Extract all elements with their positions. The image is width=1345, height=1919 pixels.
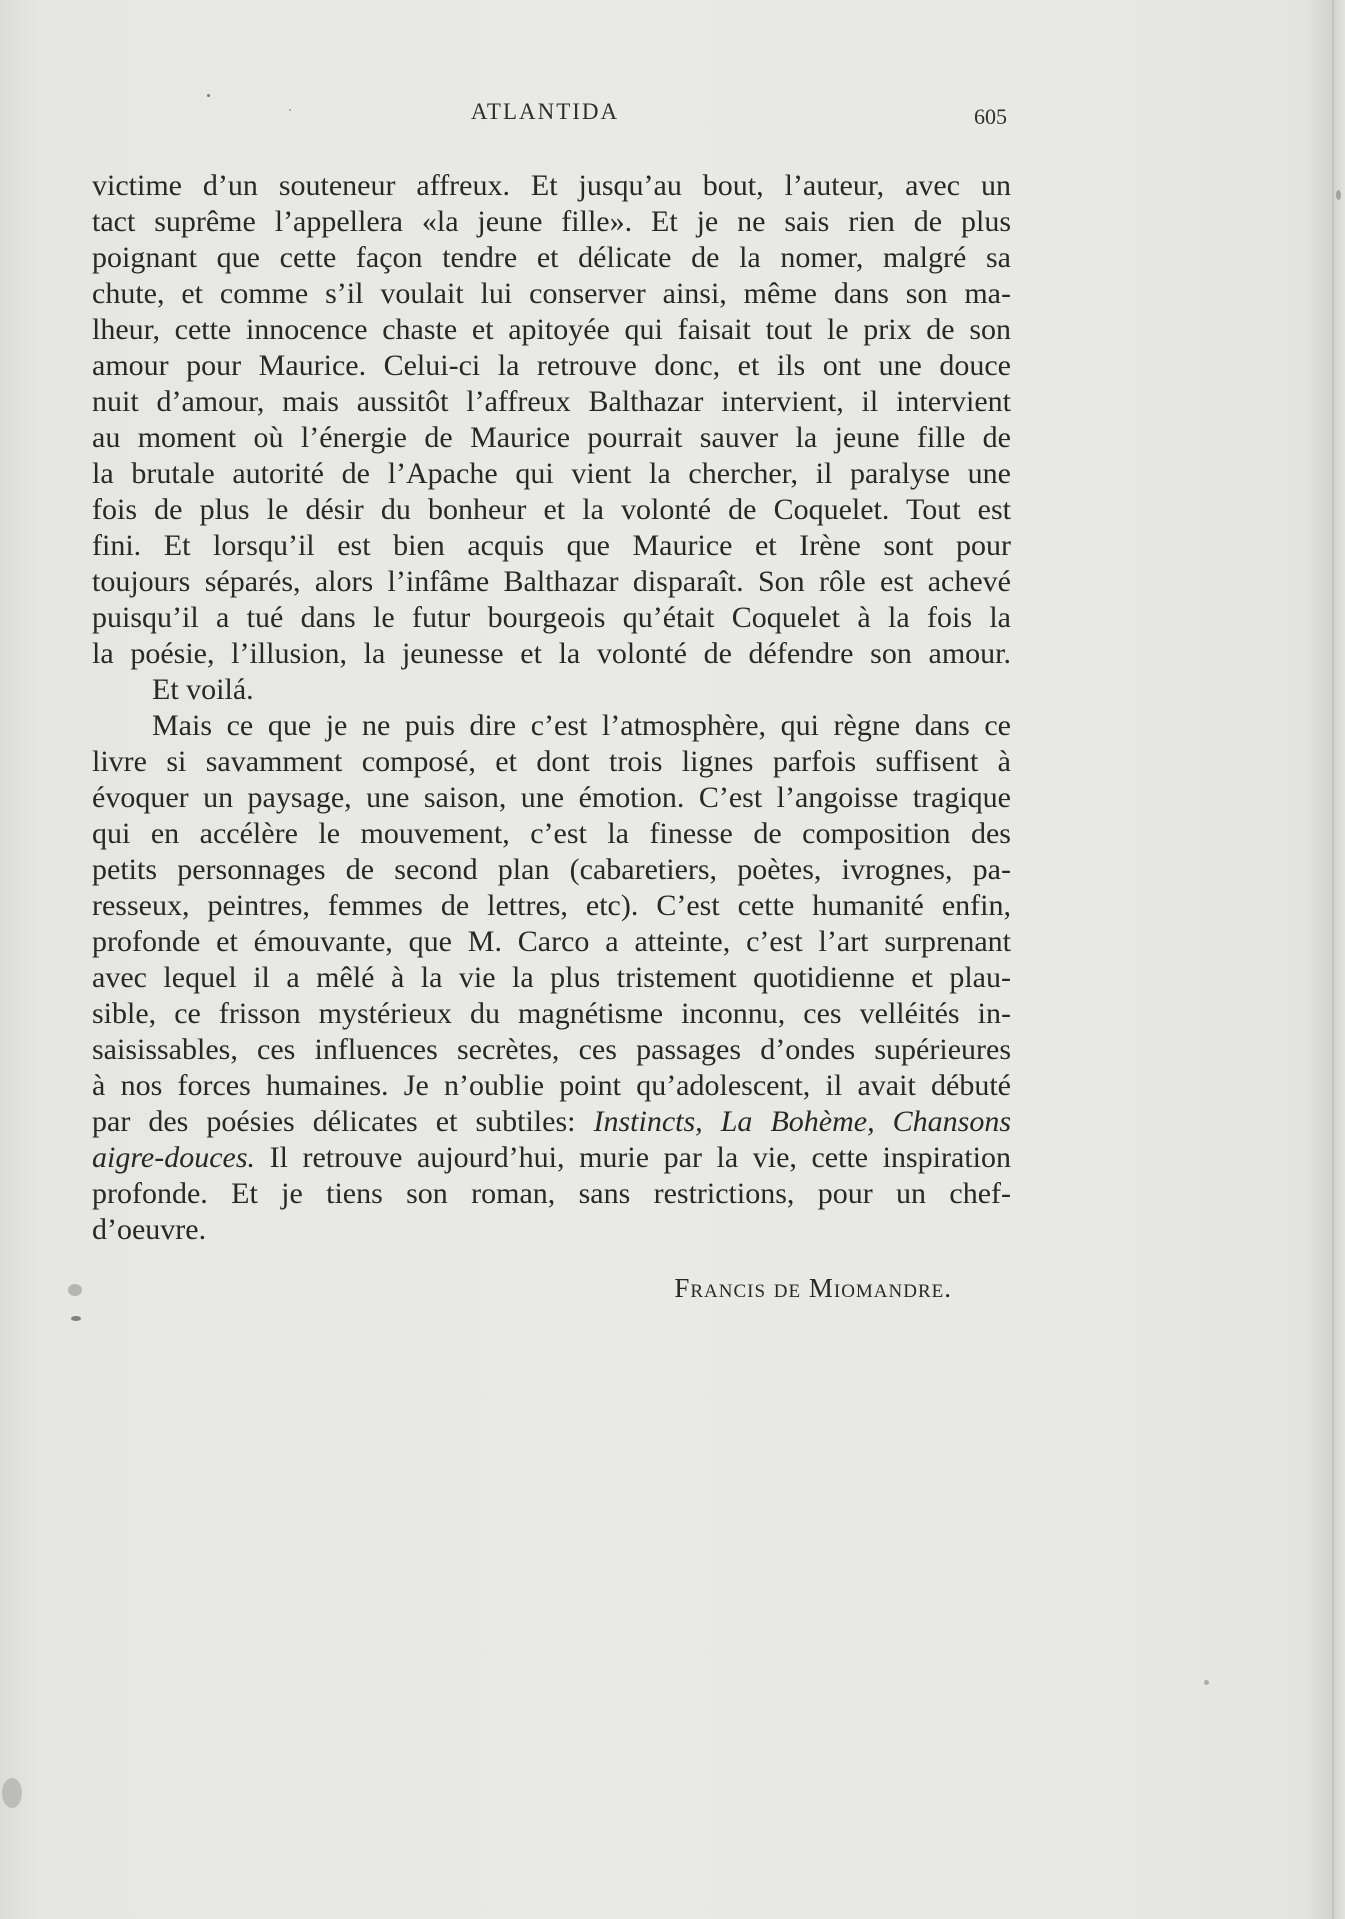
text-line: chute, et comme s’il voulait lui conserver ainsi, même dans son ma-	[92, 277, 1011, 310]
text-line: nuit d’amour, mais aussitôt l’affreux Balthazar intervient, il intervient	[92, 385, 1011, 418]
text-line: fini. Et lorsqu’il est bien acquis que Maurice et Irène sont pour	[92, 529, 1011, 562]
scan-speck	[71, 1316, 81, 1321]
text-line-with-titles	[92, 1140, 1011, 1176]
text-line: Et voilá.	[152, 673, 254, 706]
page-number: 605	[974, 104, 1007, 129]
text-line-with-titles	[92, 1104, 1011, 1140]
text-line: sible, ce frisson mystérieux du magnétisme inconnu, ces velléités in-	[92, 997, 1011, 1030]
text-line: la brutale autorité de l’Apache qui vient la chercher, il paralyse une	[92, 457, 1011, 490]
text-line: saisissables, ces influences secrètes, ces passages d’ondes supérieures	[92, 1033, 1011, 1066]
text-line: la poésie, l’illusion, la jeunesse et la volonté de défendre son amour.	[92, 637, 1011, 670]
text-line: fois de plus le désir du bonheur et la volonté de Coquelet. Tout est	[92, 493, 1011, 526]
text-line: toujours séparés, alors l’infâme Balthazar disparaît. Son rôle est achevé	[92, 565, 1011, 598]
paragraph	[92, 672, 1011, 708]
text-line: puisqu’il a tué dans le futur bourgeois qu’était Coquelet à la fois la	[92, 601, 1011, 634]
text-line: resseux, peintres, femmes de lettres, etc). C’est cette humanité enfin,	[92, 889, 1011, 922]
roman-text: Il retrouve aujourd’hui, murie par la vie, cette inspiration	[255, 1141, 1011, 1174]
text-line: tact suprême l’appellera «la jeune fille». Et je ne sais rien de plus	[92, 205, 1011, 238]
text-line: lheur, cette innocence chaste et apitoyée qui faisait tout le prix de son	[92, 313, 1011, 346]
text-line: victime d’un souteneur affreux. Et jusqu’au bout, l’auteur, avec un	[92, 169, 1011, 202]
scan-speck	[68, 1284, 82, 1296]
text-line: au moment où l’énergie de Maurice pourrait sauver la jeune fille de	[92, 421, 1011, 454]
text-line: qui en accélère le mouvement, c’est la finesse de composition des	[92, 817, 1011, 850]
text-line: à nos forces humaines. Je n’oublie point qu’adolescent, il avait débuté	[92, 1069, 1011, 1102]
text-line: livre si savamment composé, et dont trois lignes parfois suffisent à	[92, 745, 1011, 778]
text-line: évoquer un paysage, une saison, une émotion. C’est l’angoisse tragique	[92, 781, 1011, 814]
text-line: Mais ce que je ne puis dire c’est l’atmosphère, qui règne dans ce	[152, 709, 1011, 742]
running-head	[0, 0, 1345, 140]
article-body	[92, 168, 1011, 1248]
scan-speck	[1204, 1680, 1209, 1685]
italic-book-titles: Instincts, La Bohème, Chansons	[593, 1105, 1011, 1138]
text-line: poignant que cette façon tendre et délicate de la nomer, malgré sa	[92, 241, 1011, 274]
running-title: ATLANTIDA	[470, 99, 620, 124]
scan-page-edge	[1332, 0, 1334, 1919]
text-line: profonde et émouvante, que M. Carco a atteinte, c’est l’art surprenant	[92, 925, 1011, 958]
paragraph	[92, 708, 1011, 1248]
author-signature: Francis de Miomandre.	[674, 1273, 952, 1303]
roman-text: par des poésies délicates et subtiles:	[92, 1105, 594, 1138]
text-line: amour pour Maurice. Celui-ci la retrouve donc, et ils ont une douce	[92, 349, 1011, 382]
italic-book-titles: aigre-douces.	[92, 1141, 256, 1174]
scan-speck	[2, 1778, 22, 1808]
text-line: petits personnages de second plan (cabaretiers, poètes, ivrognes, pa-	[92, 853, 1011, 886]
text-line: profonde. Et je tiens son roman, sans restrictions, pour un chef-	[92, 1177, 1011, 1210]
text-line: avec lequel il a mêlé à la vie la plus tristement quotidienne et plau-	[92, 961, 1011, 994]
paragraph	[92, 168, 1011, 672]
scan-speck	[1336, 190, 1341, 200]
text-line: d’oeuvre.	[92, 1213, 207, 1246]
